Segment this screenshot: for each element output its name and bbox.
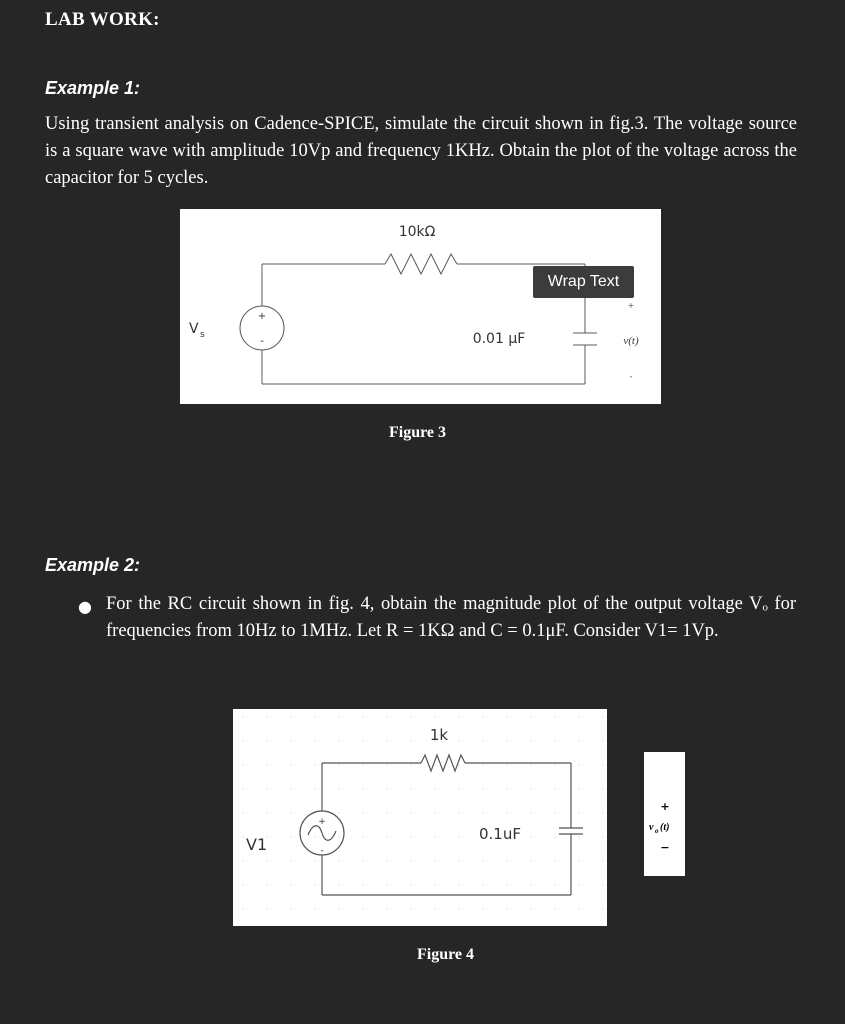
grid-dot [482,788,484,790]
grid-dot [362,860,364,862]
grid-dot [458,716,460,718]
grid-dot [410,764,412,766]
grid-dot [530,740,532,742]
source-plus: + [257,311,267,322]
output-minus: - [629,372,633,381]
example-2-title: Example 2: [45,555,141,575]
grid-dot [554,908,556,910]
figure-3-circuit [180,209,661,404]
source-plus: + [318,817,326,827]
grid-dot [338,836,340,838]
grid-dot [434,860,436,862]
grid-dot [506,788,508,790]
grid-dot [290,788,292,790]
grid-dot [386,836,388,838]
grid-dot [602,788,604,790]
grid-dot [530,836,532,838]
capacitor-label: 0.01 μF [472,331,526,347]
grid-dot [602,812,604,814]
capacitor-label: 0.1uF [479,825,521,843]
grid-dot [410,740,412,742]
grid-dot [386,716,388,718]
grid-dot [386,884,388,886]
grid-dot [482,716,484,718]
grid-dot [458,788,460,790]
grid-dot [482,860,484,862]
grid-dot [266,788,268,790]
resistor-label: 1k [429,726,449,744]
grid-dot [554,836,556,838]
grid-dot [458,884,460,886]
grid-dot [506,860,508,862]
source-minus: - [320,846,324,856]
grid-dot [314,788,316,790]
grid-dot [290,836,292,838]
grid-dot [386,812,388,814]
grid-dot [314,764,316,766]
figure-3 [180,209,661,404]
figure-3-caption: Figure 3 [389,424,447,441]
grid-dot [242,860,244,862]
grid-dot [458,860,460,862]
grid-dot [290,812,292,814]
example-1-title: Example 1: [45,78,141,98]
grid-dot [362,740,364,742]
grid-dot [602,908,604,910]
grid-dot [266,740,268,742]
figure-4-caption: Figure 4 [417,946,475,963]
grid-dot [554,884,556,886]
grid-dot [314,716,316,718]
grid-dot [386,764,388,766]
grid-dot [314,884,316,886]
grid-dot [578,788,580,790]
grid-dot [386,788,388,790]
page-heading: LAB WORK: [45,9,160,30]
grid-dot [290,860,292,862]
grid-dot [434,836,436,838]
grid-dot [314,908,316,910]
grid-dot [266,764,268,766]
grid-dot [314,860,316,862]
grid-dot [602,764,604,766]
grid-dot [338,884,340,886]
grid-dot [290,764,292,766]
output-minus: − [660,841,670,854]
grid-dot [242,908,244,910]
grid-dot [458,740,460,742]
grid-dot [554,716,556,718]
grid-dot [434,884,436,886]
grid-dot [434,812,436,814]
example-1-text: Using transient analysis on Cadence-SPICE, simulate the circuit shown in fig.3. The voltage source is a square wave with amplitude 10Vp and frequency 1KHz. Obtain the plot of the voltage across the capacitor for 5 cycles. [45,114,797,188]
grid-dot [434,764,436,766]
grid-dot [314,740,316,742]
grid-dot [554,860,556,862]
grid-dot [578,836,580,838]
resistor-zigzag [421,755,465,771]
grid-dot [578,860,580,862]
grid-dot [242,812,244,814]
grid-dot [530,860,532,862]
grid-dot [578,812,580,814]
grid-dot [410,716,412,718]
grid-dot [362,908,364,910]
source-label: V [189,321,199,337]
grid-dot [530,764,532,766]
grid-dot [434,908,436,910]
grid-dot [506,740,508,742]
figure-4 [233,709,607,926]
grid-dot [602,884,604,886]
grid-dot [410,908,412,910]
grid-dot [338,788,340,790]
figure-4-circuit [233,709,607,926]
grid-dot [242,788,244,790]
grid-dot [338,908,340,910]
output-voltage-box [644,752,685,876]
grid-dot [578,764,580,766]
output-label: v(t) [623,335,639,347]
output-plus: + [627,301,635,310]
source-minus: - [260,334,264,347]
grid-dot [554,812,556,814]
grid-dot [482,884,484,886]
grid-dot [242,716,244,718]
grid-dot [290,740,292,742]
example-2-text: For the RC circuit shown in fig. 4, obtain the magnitude plot of the output voltage Vₒ for frequencies from 10Hz to 1MHz. Let R = 1KΩ and C = 0.1μF. Consider V1= 1Vp. [106,594,796,641]
resistor-label: 10kΩ [398,224,436,240]
grid-dot [290,884,292,886]
grid-dot [242,884,244,886]
grid-dot [386,740,388,742]
grid-dot [242,764,244,766]
source-label: V1 [246,835,268,854]
grid-dot [578,716,580,718]
grid-dot [506,812,508,814]
grid-dot [338,716,340,718]
grid-dot [410,812,412,814]
wrap-text-tooltip[interactable]: Wrap Text [533,266,634,298]
grid-dot [458,836,460,838]
grid-dot [602,740,604,742]
grid-dot [434,788,436,790]
grid-dot [338,764,340,766]
output-subscript: o [655,827,659,835]
grid-dot [338,812,340,814]
output-suffix: (t) [660,822,670,833]
grid-dot [530,908,532,910]
grid-dot [410,788,412,790]
grid-dot [362,716,364,718]
grid-dot [362,884,364,886]
grid-dot [242,836,244,838]
grid-dot [410,836,412,838]
grid-dot [290,716,292,718]
grid-dot [530,812,532,814]
grid-dot [554,764,556,766]
output-plus: + [660,800,670,813]
grid-dot [266,812,268,814]
resistor-zigzag [385,254,457,274]
sine-wave-icon [308,826,336,841]
grid-dot [554,788,556,790]
grid-dot [482,764,484,766]
grid-dot [506,908,508,910]
grid-dot [482,812,484,814]
grid-dot [602,836,604,838]
grid-dot [242,740,244,742]
grid-dot [410,860,412,862]
grid-dot [602,860,604,862]
grid-dot [266,884,268,886]
grid-dot [506,884,508,886]
grid-dot [434,716,436,718]
grid-dot [530,716,532,718]
grid-dot [554,740,556,742]
grid-dot [266,908,268,910]
output-label: v [649,822,654,833]
bullet-icon: ● [78,597,92,616]
grid-dot [386,908,388,910]
grid-dot [362,836,364,838]
grid-dot [410,884,412,886]
grid-dot [266,716,268,718]
grid-dot [362,764,364,766]
grid-dot [314,836,316,838]
grid-dot [482,908,484,910]
grid-dot [458,908,460,910]
grid-dot [578,740,580,742]
grid-dot [530,884,532,886]
grid-dot [578,908,580,910]
grid-dot [362,788,364,790]
grid-dot [578,884,580,886]
source-subscript: s [200,330,205,340]
grid-dot [266,860,268,862]
grid-dot [362,812,364,814]
grid-dot [290,908,292,910]
grid-dot [506,764,508,766]
grid-dot [530,788,532,790]
grid-dot [338,740,340,742]
grid-dot [482,740,484,742]
grid-dot [338,860,340,862]
grid-dot [386,860,388,862]
grid-dot [458,812,460,814]
grid-dot [506,716,508,718]
grid-dot [458,764,460,766]
grid-dot [602,716,604,718]
